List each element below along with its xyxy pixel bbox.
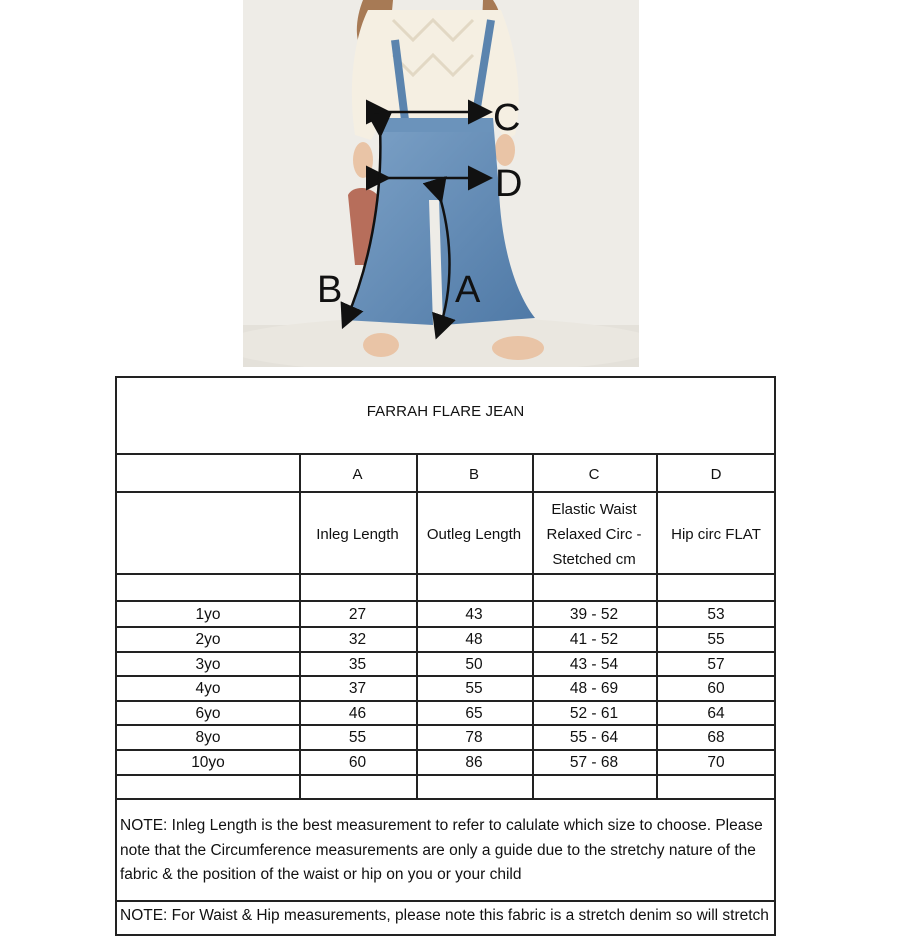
- table-row: [117, 750, 774, 774]
- outleg-cell: 43: [465, 606, 483, 623]
- column-desc-b: Outleg Length: [426, 526, 522, 543]
- column-letter-a: A: [352, 466, 363, 483]
- table-row: [117, 652, 774, 676]
- grid-line: [117, 453, 774, 455]
- outleg-cell: 86: [465, 754, 483, 771]
- column-desc-c-line2: Relaxed Circ -: [546, 526, 642, 543]
- column-desc-a: Inleg Length: [316, 526, 399, 543]
- hip-cell: 68: [707, 729, 725, 746]
- label-c: C: [493, 97, 521, 139]
- outleg-cell: 78: [465, 729, 483, 746]
- inleg-cell: 55: [348, 729, 367, 746]
- waist-cell: 41 - 52: [569, 631, 619, 648]
- grid-line: [117, 573, 774, 575]
- inleg-cell: 32: [348, 631, 367, 648]
- waist-cell: 39 - 52: [569, 606, 619, 623]
- hip-cell: 64: [707, 705, 725, 722]
- column-desc-c-line1: Elastic Waist: [551, 501, 637, 518]
- size-cell: 6yo: [195, 705, 221, 722]
- grid-line: [117, 798, 774, 800]
- hip-cell: 60: [707, 680, 725, 697]
- hip-cell: 55: [707, 631, 725, 648]
- outleg-cell: 55: [465, 680, 483, 697]
- size-cell: 8yo: [195, 729, 221, 746]
- column-letter-c: C: [588, 466, 600, 483]
- table-row: [117, 627, 774, 651]
- column-desc-d: Hip circ FLAT: [671, 526, 761, 543]
- table-row: [117, 676, 774, 700]
- inleg-cell: 60: [348, 754, 367, 771]
- outleg-cell: 48: [465, 631, 483, 648]
- inleg-cell: 37: [348, 680, 367, 697]
- inleg-cell: 27: [348, 606, 367, 623]
- outleg-cell: 65: [465, 705, 483, 722]
- size-cell: 1yo: [195, 606, 221, 623]
- inleg-cell: 46: [348, 705, 367, 722]
- size-cell: 3yo: [195, 656, 221, 673]
- sizing-note: NOTE: Inleg Length is the best measurement to refer to calulate which size to choose. Please note that the Circumference measurements are only a guide due to the stretchy nature of the fabric & the position of the waist or hip on you or your child: [120, 817, 763, 883]
- product-photo: [243, 0, 639, 367]
- label-a: A: [455, 269, 481, 311]
- outleg-cell: 50: [465, 656, 483, 673]
- waist-cell: 43 - 54: [569, 656, 619, 673]
- stretch-note: NOTE: For Waist & Hip measurements, please note this fabric is a stretch denim so will stretch: [120, 907, 769, 924]
- grid-line: [117, 491, 774, 493]
- table-row: [117, 602, 774, 626]
- grid-line: [117, 900, 774, 902]
- hip-cell: 53: [707, 606, 725, 623]
- table-row: [117, 701, 774, 725]
- label-b: B: [317, 269, 343, 311]
- waist-cell: 55 - 64: [569, 729, 619, 746]
- waist-cell: 52 - 61: [569, 705, 619, 722]
- column-letter-d: D: [710, 466, 722, 483]
- column-desc-c-line3: Stetched cm: [552, 551, 636, 568]
- hip-cell: 70: [707, 754, 725, 771]
- grid-line: [117, 774, 774, 776]
- size-cell: 2yo: [195, 631, 221, 648]
- size-chart-table: [115, 376, 776, 936]
- inleg-cell: 35: [348, 656, 367, 673]
- size-cell: 4yo: [195, 680, 221, 697]
- label-d: D: [495, 163, 523, 205]
- hip-cell: 57: [707, 656, 725, 673]
- chart-title: FARRAH FLARE JEAN: [366, 403, 525, 420]
- flare-jean-illustration: [243, 0, 639, 367]
- waist-cell: 48 - 69: [569, 680, 619, 697]
- size-cell: 10yo: [191, 754, 225, 771]
- table-row: [117, 725, 774, 749]
- waist-cell: 57 - 68: [569, 754, 619, 771]
- column-letter-b: B: [468, 466, 479, 483]
